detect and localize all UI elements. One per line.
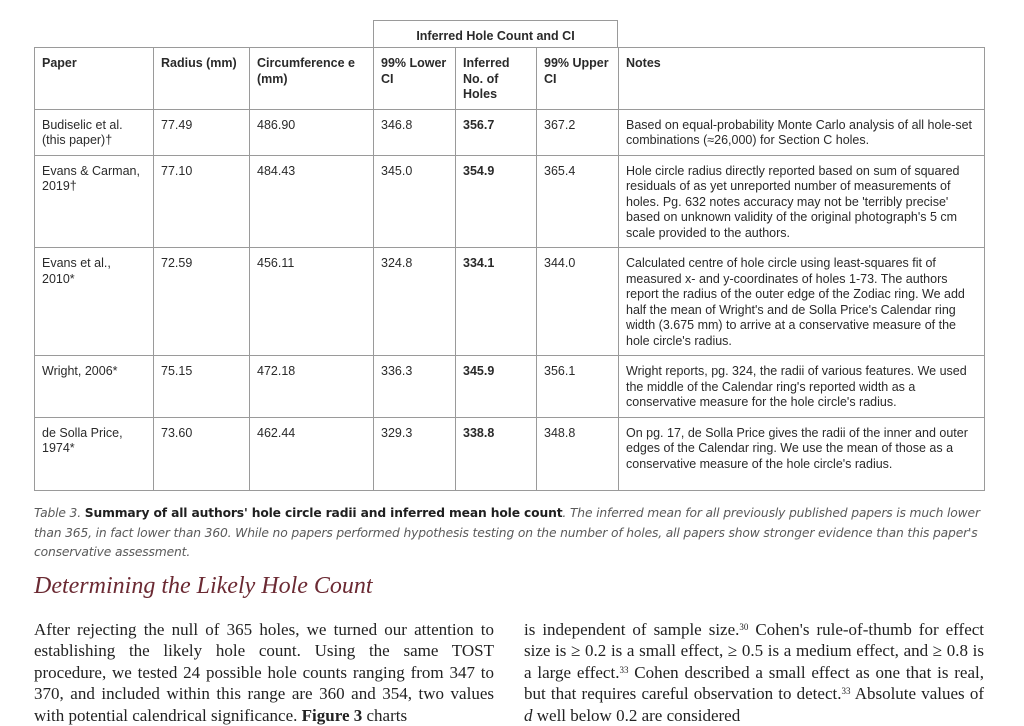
section-heading: Determining the Likely Hole Count <box>34 573 373 599</box>
italic-variable: d <box>524 705 533 725</box>
cell-circumference: 456.11 <box>250 248 374 356</box>
cell-radius: 77.49 <box>154 109 250 155</box>
cell-notes: Calculated centre of hole circle using least-squares fit of measured x- and y-coordinates of holes 1-73. The authors report the radius of the outer edge of the Zodiac ring. We add half the mean of Wright's and de Solla Price's Calendar ring width (3.675 mm) to arrive at a conservative measure of the hole circle's radius. <box>619 248 985 356</box>
header-notes: Notes <box>619 48 985 110</box>
summary-table <box>34 47 985 491</box>
body-paragraph-left <box>34 619 494 726</box>
header-upper-ci: 99% Upper CI <box>537 48 619 110</box>
cell-inferred: 334.1 <box>456 248 537 356</box>
header-inferred-holes: Inferred No. of Holes <box>456 48 537 110</box>
figure-reference: Figure 3 <box>301 705 363 725</box>
cell-radius: 73.60 <box>154 417 250 490</box>
cell-lower-ci: 345.0 <box>374 155 456 248</box>
header-paper: Paper <box>35 48 154 110</box>
cell-paper: Wright, 2006* <box>35 356 154 418</box>
cell-circumference: 462.44 <box>250 417 374 490</box>
body-text: Cohen's rule-of-thumb for effect size is ≥ 0.2 is a small effect, ≥ 0.5 is a medium effect, and ≥ 0.8 is a large effect. <box>524 620 985 682</box>
cell-notes: Wright reports, pg. 324, the radii of various features. We used the middle of the Calendar ring's reported width as a conservative measure for the hole circle's radius. <box>619 356 985 418</box>
body-text: After rejecting the null of 365 holes, we turned our attention to establishing the likely hole count. Using the same TOST procedure, we tested 24 possible hole counts ranging from 347 to 370, and included within this range are 360 and 354, two values with potential calendrical significance. <box>34 620 494 725</box>
cell-radius: 75.15 <box>154 356 250 418</box>
caption-title: Summary of all authors' hole circle radii and inferred mean hole count <box>84 506 563 521</box>
body-text: charts <box>362 705 408 725</box>
body-text: Absolute values of <box>850 684 984 704</box>
citation-ref: 30 <box>739 622 749 632</box>
cell-circumference: 484.43 <box>250 155 374 248</box>
cell-paper: Evans et al., 2010* <box>35 248 154 356</box>
table-caption <box>34 504 986 563</box>
cell-radius: 72.59 <box>154 248 250 356</box>
cell-circumference: 472.18 <box>250 356 374 418</box>
cell-upper-ci: 356.1 <box>537 356 619 418</box>
body-text: is independent of sample size. <box>524 620 740 639</box>
table-row <box>35 356 985 418</box>
cell-lower-ci: 336.3 <box>374 356 456 418</box>
cell-paper: de Solla Price, 1974* <box>35 417 154 490</box>
body-paragraph-right <box>524 619 984 726</box>
cell-upper-ci: 367.2 <box>537 109 619 155</box>
table-header-row <box>35 48 985 110</box>
citation-ref: 33 <box>841 686 851 697</box>
cell-paper: Evans & Carman, 2019† <box>35 155 154 248</box>
column-group-header: Inferred Hole Count and CI <box>373 20 618 47</box>
cell-circumference: 486.90 <box>250 109 374 155</box>
cell-upper-ci: 348.8 <box>537 417 619 490</box>
caption-text: . The inferred mean for all previously published papers is much lower than 365, in fact lower than 360. While no papers performed hypothesis testing on the number of holes, all papers show stronger evidence than this paper's conservative assessment. <box>34 506 980 560</box>
citation-ref: 33 <box>619 664 629 675</box>
cell-inferred: 338.8 <box>456 417 537 490</box>
header-lower-ci: 99% Lower CI <box>374 48 456 110</box>
cell-upper-ci: 365.4 <box>537 155 619 248</box>
body-text: well below 0.2 are considered <box>532 705 741 725</box>
cell-upper-ci: 344.0 <box>537 248 619 356</box>
table-row <box>35 417 985 490</box>
table-row <box>35 109 985 155</box>
header-radius: Radius (mm) <box>154 48 250 110</box>
cell-radius: 77.10 <box>154 155 250 248</box>
cell-lower-ci: 346.8 <box>374 109 456 155</box>
body-text: Cohen described a small effect as one that is real, but that requires careful observation to detect. <box>524 662 984 704</box>
cell-lower-ci: 324.8 <box>374 248 456 356</box>
caption-label: Table 3. <box>34 506 81 521</box>
cell-notes: On pg. 17, de Solla Price gives the radii of the inner and outer edges of the Calendar ring. We use the mean of those as a conservative measure of the hole circle's radius. <box>619 417 985 490</box>
cell-notes: Based on equal-probability Monte Carlo analysis of all hole-set combinations (≈26,000) for Section C holes. <box>619 109 985 155</box>
cell-inferred: 354.9 <box>456 155 537 248</box>
cell-inferred: 345.9 <box>456 356 537 418</box>
table-row <box>35 155 985 248</box>
cell-notes: Hole circle radius directly reported based on sum of squared residuals of as yet unreported number of measurements of holes. Pg. 632 notes accuracy may not be 'terribly precise' based on unknown validity of the original photograph's 5 cm scale provided to the authors. <box>619 155 985 248</box>
cell-inferred: 356.7 <box>456 109 537 155</box>
header-circumference: Circumference e (mm) <box>250 48 374 110</box>
cell-paper: Budiselic et al. (this paper)† <box>35 109 154 155</box>
table-row <box>35 248 985 356</box>
cell-lower-ci: 329.3 <box>374 417 456 490</box>
